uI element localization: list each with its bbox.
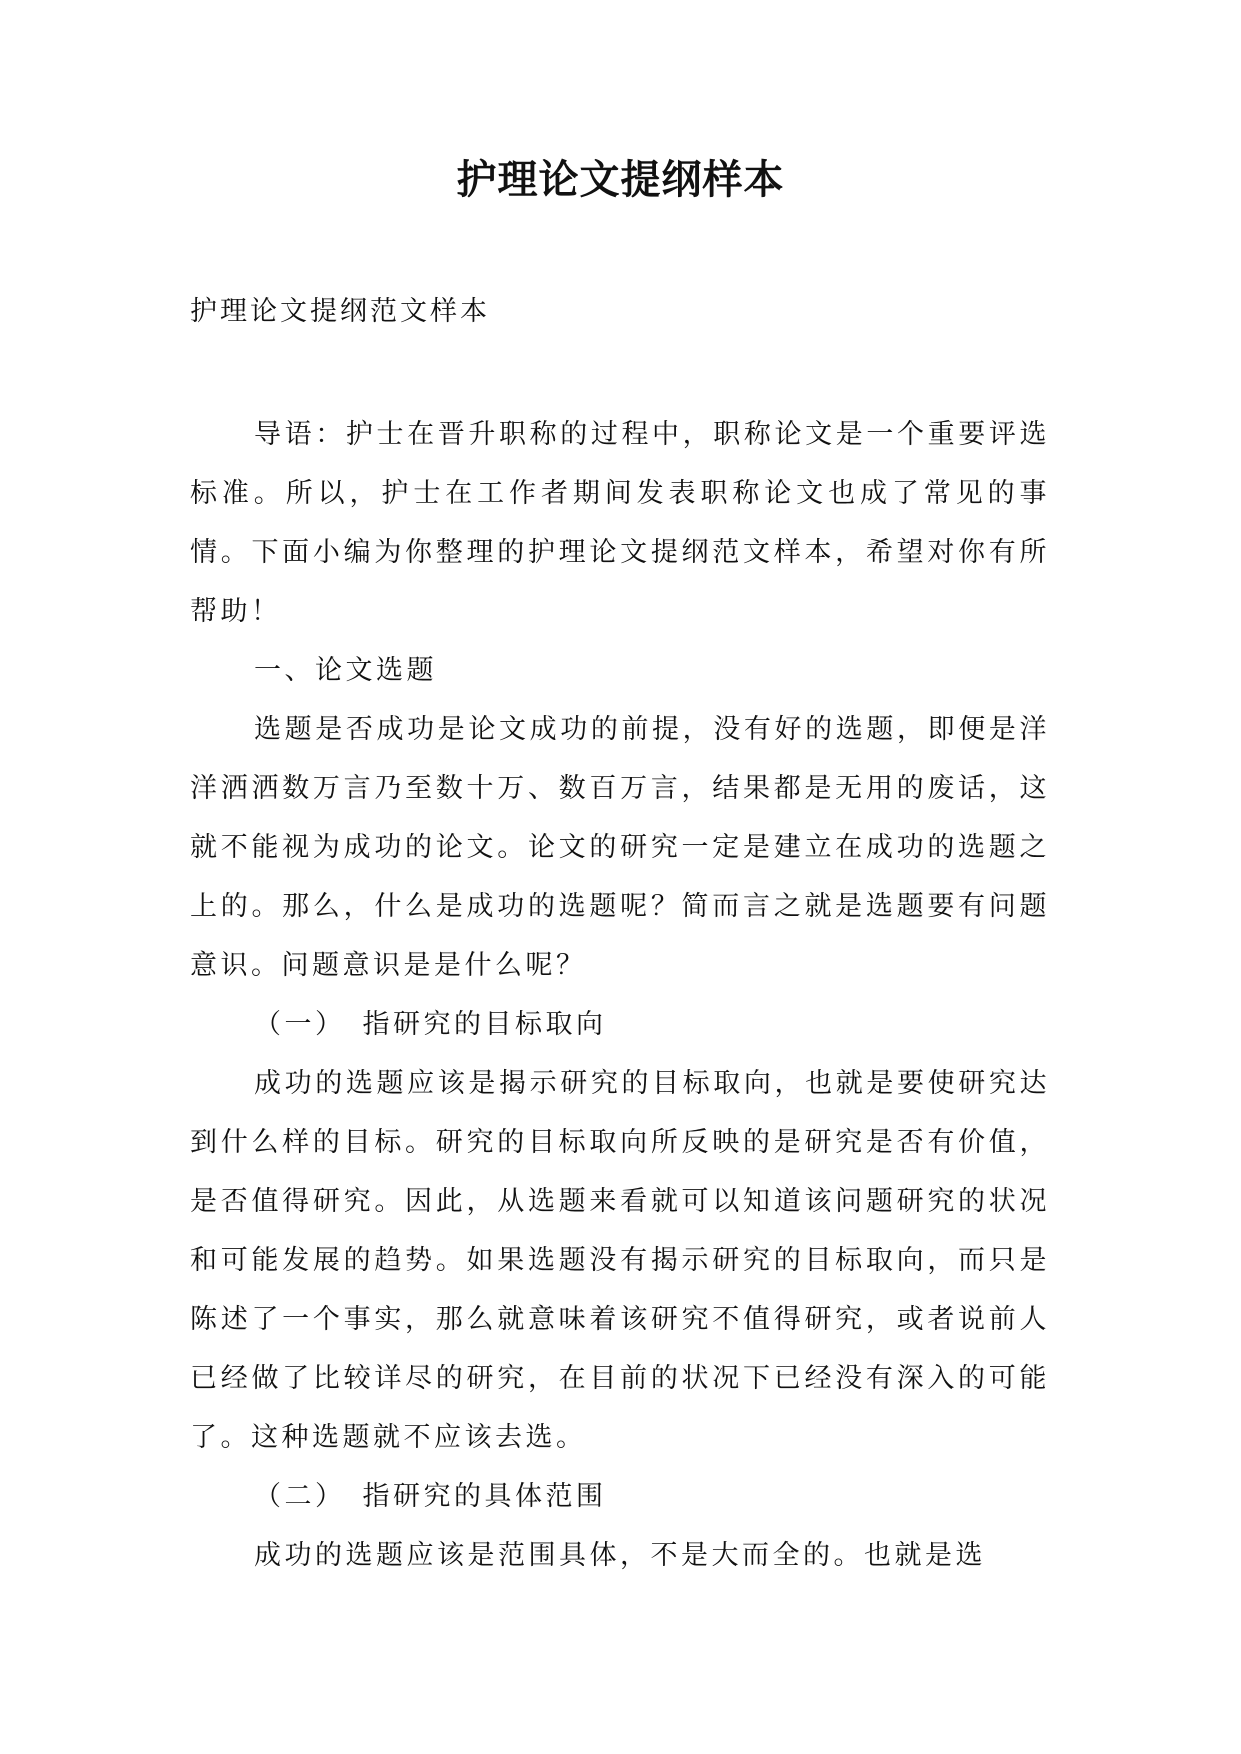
subsection-heading-1: （一） 指研究的目标取向	[254, 1009, 607, 1040]
body-paragraph: 选题是否成功是论文成功的前提，没有好的选题，即便是洋洋洒洒数万言乃至数十万、数百万言，结果都是无用的废话，这就不能视为成功的论文。论文的研究一定是建立在成功的选题之上的。那么，什么是成功的选题呢？简而言之就是选题要有问题意识。问题意识是是什么呢？	[190, 714, 1050, 981]
body-paragraph: 成功的选题应该是范围具体，不是大而全的。也就是选	[254, 1540, 986, 1571]
document-body	[190, 405, 1050, 1585]
subsection-heading-2: （二） 指研究的具体范围	[254, 1481, 607, 1512]
document-subtitle: 护理论文提纲范文样本	[190, 296, 490, 327]
body-paragraph: 成功的选题应该是揭示研究的目标取向，也就是要使研究达到什么样的目标。研究的目标取向所反映的是研究是否有价值，是否值得研究。因此，从选题来看就可以知道该问题研究的状况和可能发展的趋势。如果选题没有揭示研究的目标取向，而只是陈述了一个事实，那么就意味着该研究不值得研究，或者说前人已经做了比较详尽的研究，在目前的状况下已经没有深入的可能了。这种选题就不应该去选。	[190, 1068, 1050, 1453]
intro-paragraph: 导语：护士在晋升职称的过程中，职称论文是一个重要评选标准。所以，护士在工作者期间发表职称论文也成了常见的事情。下面小编为你整理的护理论文提纲范文样本，希望对你有所帮助！	[190, 419, 1050, 627]
page-title: 护理论文提纲样本	[456, 157, 785, 203]
section-heading-1: 一、论文选题	[254, 655, 437, 686]
